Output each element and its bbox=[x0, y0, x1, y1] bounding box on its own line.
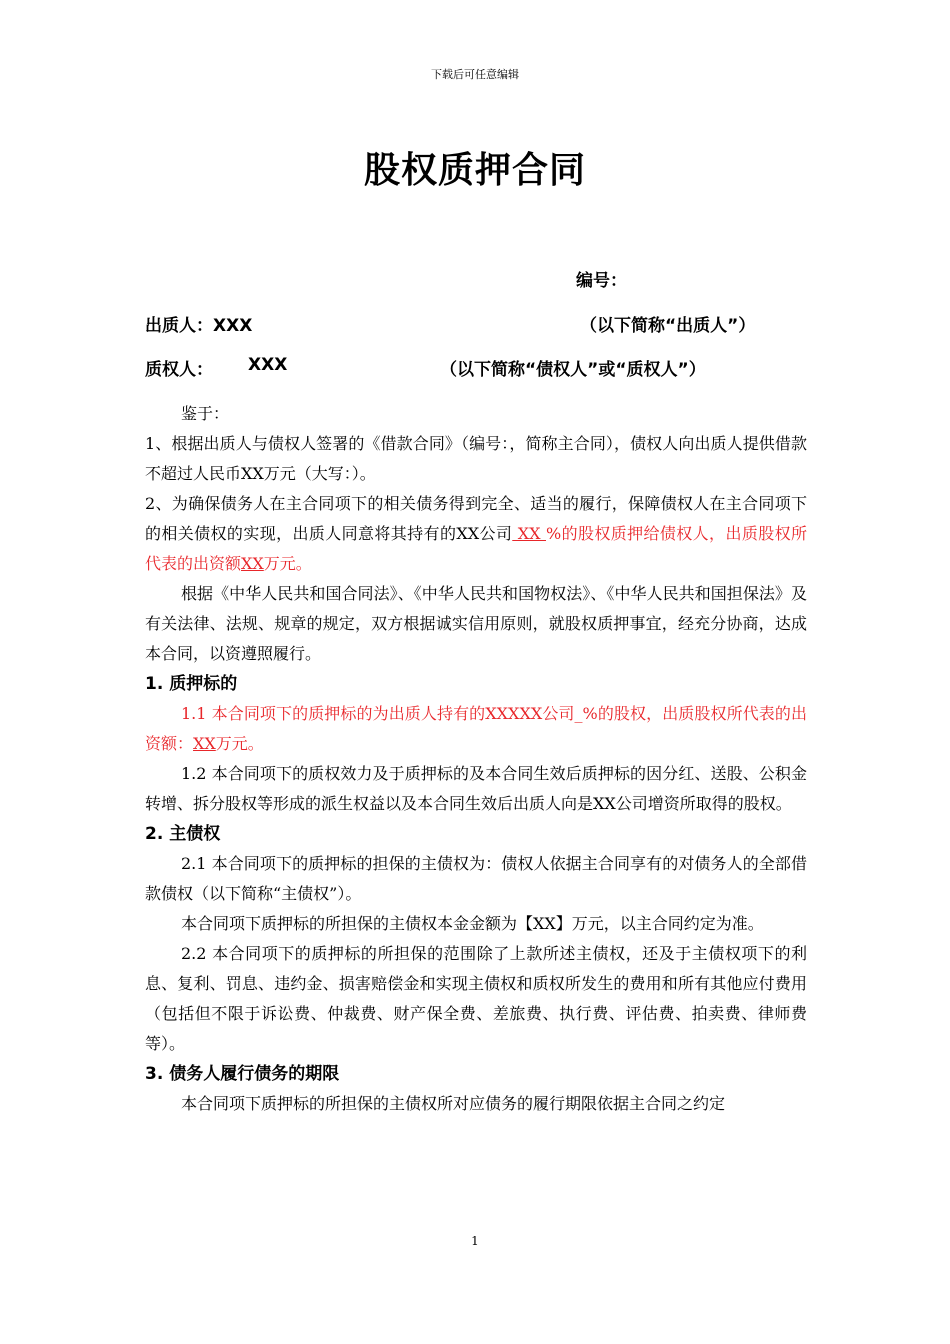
clause-1-1 bbox=[145, 699, 807, 759]
whereas-line: 鉴于： bbox=[181, 404, 230, 423]
recital-2-red-text: %的股权质押给债权人，出质股权所代表的出资额 bbox=[145, 524, 807, 573]
recital-1: 1、根据出质人与债权人签署的《借款合同》（编号：，简称主合同），债权人向出质人提供借款不超过人民币XX万元（大写：）。 bbox=[145, 434, 807, 483]
section-3-heading: 3. 债务人履行债务的期限 bbox=[145, 1064, 340, 1084]
page-title: 股权质押合同 bbox=[363, 149, 586, 191]
section-2-heading: 2. 主债权 bbox=[145, 824, 221, 844]
clause-2-1-principal: 本合同项下质押标的所担保的主债权本金金额为【XX】万元，以主合同约定为准。 bbox=[181, 914, 764, 933]
pledged-percentage: XX bbox=[512, 524, 546, 543]
pledgee-alias: （以下简称“债权人”或“质权人”） bbox=[440, 360, 706, 380]
pledgee-label: 质权人： bbox=[145, 360, 213, 380]
clause-1-1-unit: 万元。 bbox=[215, 734, 264, 753]
pledged-amount: XX bbox=[241, 554, 264, 573]
pledgor-label: 出质人：XXX bbox=[145, 316, 253, 336]
clause-1-1-text: 1.1 本合同项下的质押标的为出质人持有的XXXXX公司_%的股权，出质股权所代表的出资额： bbox=[145, 704, 807, 753]
pledgee-name: XXX bbox=[248, 355, 288, 375]
recital-2-unit: 万元。 bbox=[263, 554, 312, 573]
clause-1-1-amount: XX bbox=[193, 734, 216, 753]
clause-1-2: 1.2 本合同项下的质权效力及于质押标的及本合同生效后质押标的因分红、送股、公积金转增、拆分股权等形成的派生权益以及本合同生效后出质人向是XX公司增资所取得的股权。 bbox=[145, 764, 807, 813]
legal-basis: 根据《中华人民共和国合同法》、《中华人民共和国物权法》、《中华人民共和国担保法》及有关法律、法规、规章的规定，双方根据诚实信用原则，就股权质押事宜，经充分协商，达成本合同，以资遵照履行。 bbox=[145, 584, 807, 663]
recital-2-text: 2、为确保债务人在主合同项下的相关债务得到完全、适当的履行，保障债权人在主合同项下的相关债权的实现，出质人同意将其持有的XX公司 bbox=[145, 494, 807, 543]
pledgor-alias: （以下简称“出质人”） bbox=[580, 316, 756, 336]
clause-2-1: 2.1 本合同项下的质押标的担保的主债权为：债权人依据主合同享有的对债务人的全部借款债权（以下简称“主债权”）。 bbox=[145, 854, 807, 903]
page-number: 1 bbox=[471, 1234, 479, 1248]
header-note: 下载后可任意编辑 bbox=[431, 68, 519, 81]
contract-body bbox=[145, 399, 807, 1119]
clause-3: 本合同项下质押标的所担保的主债权所对应债务的履行期限依据主合同之约定 bbox=[181, 1094, 726, 1113]
section-1-heading: 1. 质押标的 bbox=[145, 674, 238, 694]
recital-2 bbox=[145, 489, 807, 579]
contract-number-label: 编号： bbox=[576, 271, 627, 291]
clause-2-2: 2.2 本合同项下的质押标的所担保的范围除了上款所述主债权，还及于主债权项下的利息、复利、罚息、违约金、损害赔偿金和实现主债权和质权所发生的费用和所有其他应付费用（包括但不限于诉讼费、仲裁费、财产保全费、差旅费、执行费、评估费、拍卖费、律师费等）。 bbox=[145, 944, 807, 1053]
